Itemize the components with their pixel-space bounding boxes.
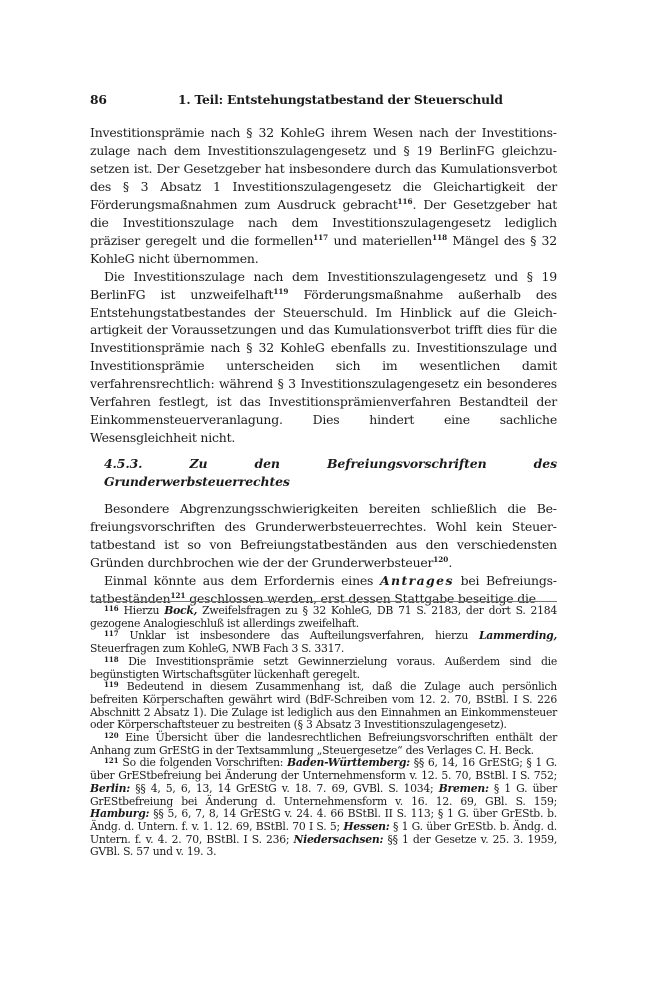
footnote-121: $^{121}$ So die folgenden Vorschriften: Baden-Württemberg: §§ 6, 14, 16 GrEStG; § 1 G. über GrEStbefreiung bei Änderung der Unternehmensform v. 12. 5. 70, BStBl. I S. 752; Berlin: §§ 4, 5, 6, 13, 14 GrEStG v. 18. 7. 69, GVBl. S. 1034; Bremen: § 1 G. über GrEStbefreiung bei Änderung d. Unternehmensform v. 16. 12. 69, GBl. S. 159; Hamburg: §§ 5, 6, 7, 8, 14 GrEStG v. 24. 4. 66 BStBl. II S. 113; § 1 G. über GrEStb. b. Ändg. d. Untern. f. v. 1. 12. 69, BStBl. 70 I S. 5; Hessen: § 1 G. über GrEStb. b. Ändg. d. Untern. f. v. 4. 2. 70, BStBl. I S. 236; Niedersachsen: §§ 1 der Gesetze v. 25. 3. 1959, GVBl. S. 57 und v. 19. 3. <box>90 756 557 859</box>
footnote-number: 119 <box>104 680 119 690</box>
footnote-number: 121 <box>104 756 119 766</box>
footnote-number: 120 <box>104 731 119 741</box>
paragraph: Besondere Abgrenzungsschwierigkeiten bereiten schließlich die Befreiungsvorschriften des Grunderwerbsteuerrechtes. Wohl kein Steuertatbestand ist so von Befreiungstatbeständen aus den verschiedensten Gründen durchbrochen wie der der Grunderwerbsteuer$^{120}$. <box>90 501 557 570</box>
paragraph: Einmal könnte aus dem Erfordernis eines Antrages bei Befreiungstatbeständen$^{121}$ geschlossen werden, erst dessen Stattgabe beseitige die <box>90 572 557 606</box>
footnote-ref[interactable]: 116 <box>397 196 413 206</box>
footnote-ref[interactable]: 121 <box>170 590 186 600</box>
section-heading: 4.5.3. Zu den Befreiungsvorschriften des Grunderwerbsteuerrechtes <box>104 456 557 490</box>
footnote-number: 117 <box>104 629 119 639</box>
footnote-ref[interactable]: 119 <box>273 286 289 296</box>
footnote-119: $^{119}$ Bedeutend in diesem Zusammenhang ist, daß die Zulage auch persönlich befreiten Körperschaften gewährt wird (BdF-Schreiben vom 12. 2. 70, BStBl. I S. 226 Abschnitt 2 Absatz 1). Die Zulage ist lediglich aus den Einnahmen an Einkommensteuer oder Körperschaftsteuer zu bestreiten (§ 3 Absatz 3 Investitionszulagengesetz). <box>90 680 557 732</box>
footnote-ref[interactable]: 118 <box>432 232 448 242</box>
running-header <box>90 92 557 108</box>
footnote-ref[interactable]: 117 <box>313 232 329 242</box>
emphasized-term: Antrages <box>379 572 454 588</box>
footnote-120: $^{120}$ Eine Übersicht über die landesrechtlichen Befreiungsvorschriften enthält der Anhang zum GrEStG in der Textsammlung „Steuergesetze“ des Verlages C. H. Beck. <box>90 731 557 757</box>
footnote-117: $^{117}$ Unklar ist insbesondere das Aufteilungsverfahren, hierzu Lammerding, Steuerfragen zum KohleG, NWB Fach 3 S. 3317. <box>90 629 557 656</box>
footnote-number: 116 <box>104 604 119 613</box>
paragraph: Investitionsprämie nach § 32 KohleG ihrem Wesen nach der Investitionszulage nach dem Investitionszulagengesetz und § 19 BerlinFG gleichzusetzen ist. Der Gesetzgeber hat insbesondere durch das Kumulationsverbot des § 3 Absatz 1 Investitionszulagengesetz die Gleichartigkeit der Förderungsmaßnahmen zum Ausdruck gebracht$^{116}$. Der Gesetzgeber hat die Investitionszulage nach dem Investitionszulagengesetz lediglich präziser geregelt und die formellen$^{117}$ und materiellen$^{118}$ Mängel des § 32 KohleG nicht übernommen. <box>90 125 557 266</box>
footnote-116: $^{116}$ Hierzu Bock, Zweifelsfragen zu § 32 KohleG, DB 71 S. 2183, der dort S. 2184 gezogene Analogieschluß ist allerdings zweifelhaft. <box>90 604 557 630</box>
footnote-118: $^{118}$ Die Investitionsprämie setzt Gewinnerzielung voraus. Außerdem sind die begünstigten Wirtschaftsgüter lückenhaft geregelt. <box>90 654 557 681</box>
paragraph: Die Investitionszulage nach dem Investitionszulagengesetz und § 19 BerlinFG ist unzweifelhaft$^{119}$ Förderungsmaßnahme außerhalb des Entstehungstatbestandes der Steuerschuld. Im Hinblick auf die Gleichartigkeit der Voraussetzungen und das Kumulationsverbot trifft dies für die Investitionsprämie nach § 32 KohleG ebenfalls zu. Investitionszulage und Investitionsprämie unterscheiden sich im wesentlichen damit verfahrensrechtlich: während § 3 Investitionszulagengesetz ein besonderes Verfahren festlegt, ist das Investitionsprämienverfahren Bestandteil der Einkommensteuerveranlagung. Dies hindert eine sachliche Wesensgleichheit nicht. <box>90 268 557 446</box>
footnote-divider <box>90 601 557 602</box>
running-title: 1. Teil: Entstehungstatbestand der Steuerschuld <box>178 92 503 107</box>
main-text <box>90 124 557 608</box>
page-number: 86 <box>90 92 107 107</box>
footnote-number: 118 <box>104 654 119 664</box>
footnotes <box>90 605 557 859</box>
footnote-ref[interactable]: 120 <box>433 554 449 564</box>
